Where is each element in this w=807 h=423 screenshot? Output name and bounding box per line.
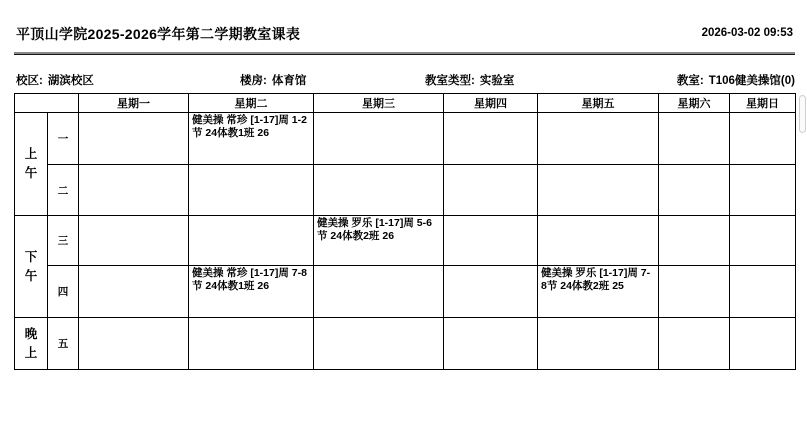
- cell-fri-2: [538, 165, 659, 216]
- cell-sat-1: [659, 113, 730, 165]
- cell-sat-4: [659, 266, 730, 318]
- room-type-label: 教室类型:: [425, 75, 475, 87]
- cell-tue-1: 健美操 常珍 [1-17]周 1-2节 24体教1班 26: [189, 113, 314, 165]
- period-row-4: [15, 266, 796, 318]
- campus-label: 校区:: [16, 75, 43, 87]
- cell-mon-3: [79, 216, 189, 266]
- room-info: [677, 72, 795, 88]
- cell-sun-4: [730, 266, 796, 318]
- period-row-2: [15, 165, 796, 216]
- cell-tue-5: [189, 318, 314, 370]
- timetable: [14, 93, 796, 370]
- cell-thu-1: [444, 113, 538, 165]
- building-label: 楼房:: [240, 75, 267, 87]
- cell-mon-1: [79, 113, 189, 165]
- building-info: [240, 72, 306, 88]
- report-timestamp: 2026-03-02 09:53: [701, 27, 793, 39]
- info-bar: [0, 72, 807, 88]
- cell-wed-1: [314, 113, 444, 165]
- section-afternoon: [15, 216, 48, 318]
- cell-tue-2: [189, 165, 314, 216]
- section-morning-label: 上午: [24, 147, 38, 180]
- cell-tue-4: 健美操 常珍 [1-17]周 7-8节 24体教1班 26: [189, 266, 314, 318]
- period-label-3: 三: [48, 216, 79, 266]
- scrollbar-thumb[interactable]: [799, 95, 806, 133]
- building-value: 体育馆: [271, 75, 307, 87]
- cell-mon-5: [79, 318, 189, 370]
- room-type-info: [425, 72, 514, 88]
- day-header-wed: 星期三: [314, 94, 444, 113]
- day-header-sun: 星期日: [730, 94, 796, 113]
- cell-fri-5: [538, 318, 659, 370]
- campus-value: 湖滨校区: [47, 75, 94, 87]
- day-header-mon: 星期一: [79, 94, 189, 113]
- period-label-1: 一: [48, 113, 79, 165]
- cell-tue-3: [189, 216, 314, 266]
- section-morning: [15, 113, 48, 216]
- day-header-thu: 星期四: [444, 94, 538, 113]
- period-label-5: 五: [48, 318, 79, 370]
- cell-fri-1: [538, 113, 659, 165]
- cell-sun-1: [730, 113, 796, 165]
- day-header-row: [15, 94, 796, 113]
- cell-thu-2: [444, 165, 538, 216]
- section-evening: [15, 318, 48, 370]
- cell-sun-5: [730, 318, 796, 370]
- period-row-1: [15, 113, 796, 165]
- cell-wed-2: [314, 165, 444, 216]
- campus-info: [16, 72, 94, 88]
- section-afternoon-label: 下午: [24, 249, 38, 283]
- day-header-fri: 星期五: [538, 94, 659, 113]
- title-divider: [14, 52, 795, 55]
- cell-sun-3: [730, 216, 796, 266]
- room-label: 教室:: [676, 75, 704, 87]
- room-type-value: 实验室: [479, 75, 515, 87]
- period-label-2: 二: [48, 165, 79, 216]
- cell-sat-3: [659, 216, 730, 266]
- cell-thu-5: [444, 318, 538, 370]
- cell-mon-2: [79, 165, 189, 216]
- cell-fri-3: [538, 216, 659, 266]
- day-header-tue: 星期二: [189, 94, 314, 113]
- cell-sat-2: [659, 165, 730, 216]
- cell-thu-4: [444, 266, 538, 318]
- cell-wed-4: [314, 266, 444, 318]
- cell-thu-3: [444, 216, 538, 266]
- page-title: 平顶山学院2025-2026学年第二学期教室课表: [16, 26, 301, 42]
- corner-cell: [15, 94, 79, 113]
- cell-wed-5: [314, 318, 444, 370]
- cell-sat-5: [659, 318, 730, 370]
- cell-fri-4: 健美操 罗乐 [1-17]周 7-8节 24体教2班 25: [538, 266, 659, 318]
- cell-sun-2: [730, 165, 796, 216]
- section-evening-label: 晚上: [24, 326, 38, 360]
- cell-wed-3: 健美操 罗乐 [1-17]周 5-6节 24体教2班 26: [314, 216, 444, 266]
- day-header-sat: 星期六: [659, 94, 730, 113]
- room-value: T106健美操馆(0): [708, 75, 795, 87]
- period-row-3: [15, 216, 796, 266]
- cell-mon-4: [79, 266, 189, 318]
- period-row-5: [15, 318, 796, 370]
- period-label-4: 四: [48, 266, 79, 318]
